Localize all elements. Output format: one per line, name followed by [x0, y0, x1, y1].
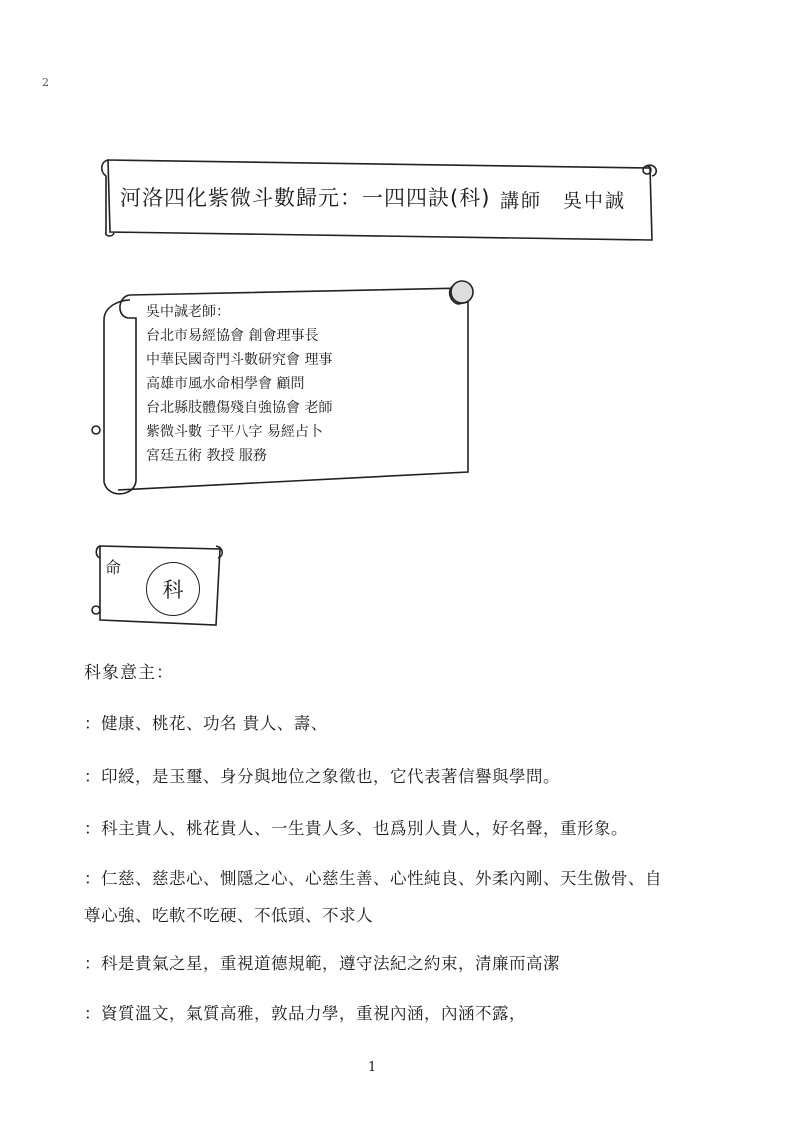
content-line: ：印綬，是玉璽、身分與地位之象徵也，它代表著信譽與學問。	[84, 767, 560, 786]
content-line: ：健康、桃花、功名 貴人、壽、	[84, 714, 328, 733]
bio-line: 宮廷五術 教授 服務	[146, 448, 267, 464]
corner-page-mark: 2	[42, 76, 49, 89]
content-line: ：科是貴氣之星，重視道德規範，遵守法紀之約束，清廉而高潔	[84, 954, 560, 973]
bio-line: 中華民國奇門斗數研究會 理事	[146, 352, 333, 368]
ke-circle-badge	[146, 562, 200, 616]
bio-line: 台北縣肢體傷殘自強協會 老師	[146, 400, 333, 416]
bio-line: 吳中誠老師：	[146, 304, 230, 320]
content-line: ：資質溫文，氣質高雅，敦品力學，重視內涵，內涵不露，	[84, 1004, 526, 1023]
content-line: ：科主貴人、桃花貴人、一生貴人多、也爲別人貴人，好名聲，重形象。	[84, 819, 628, 838]
page-number: 1	[368, 1060, 377, 1075]
bio-line: 高雄市風水命相學會 顧問	[146, 376, 305, 392]
ke-circle-text: 科	[162, 578, 184, 602]
lecturer-name: 講師 吳中誠	[500, 190, 627, 212]
bio-line: 紫微斗數 子平八字 易經占卜	[146, 424, 323, 440]
bio-text-block	[146, 300, 332, 468]
bio-line: 台北市易經協會 創會理事長	[146, 328, 319, 344]
content-line: 尊心強、吃軟不吃硬、不低頭、不求人	[84, 906, 373, 925]
ming-label: 命	[105, 558, 122, 577]
content-line: ：仁慈、慈悲心、惻隱之心、心慈生善、心性純良、外柔內剛、天生傲骨、自	[84, 869, 662, 888]
section-title: 科象意主：	[84, 663, 174, 683]
document-title: 河洛四化紫微斗數歸元：一四四訣(科)	[120, 186, 491, 210]
